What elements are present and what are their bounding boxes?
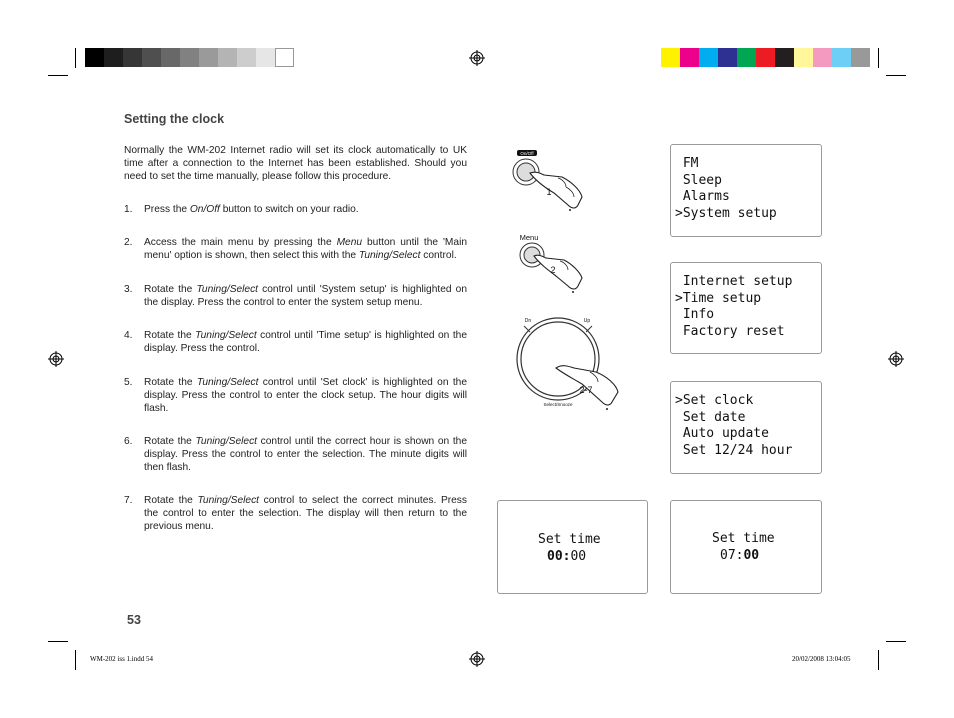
step-6 [124,435,467,474]
lcd-line: Set 12/24 hour [675,443,793,458]
knob-down-label: Dn [524,318,532,324]
step-number: 4. [124,330,133,341]
lcd-time [547,549,586,564]
gray-swatch [142,48,161,67]
gray-swatch [199,48,218,67]
step-text: control until the correct hour is shown on the display. Press the control to enter the selection. The minute digits will then flash. [144,436,467,473]
step-text: control until 'Time setup' is highlighted on the display. Press the control. [144,330,467,354]
control-name: Tuning/Select [196,284,259,295]
step-number: 5. [124,377,133,388]
gray-swatch [123,48,142,67]
color-swatch [832,48,851,67]
registration-mark-icon [469,651,485,667]
lcd-display-system-setup [670,262,822,354]
footer-file-info: WM-202 iss 1.indd 54 [90,655,153,663]
crop-mark [48,75,68,76]
knob-select-label: Select/Snooze [543,402,573,407]
crop-mark [886,641,906,642]
step-text: Rotate the [144,436,196,447]
step-number: 1. [124,204,133,215]
step-3 [124,283,467,309]
lcd-line: Info [675,307,715,322]
lcd-line: Set time [538,532,601,547]
color-swatch [851,48,870,67]
lcd-separator: : [562,549,571,564]
finger-icon [534,255,582,289]
crop-mark [886,75,906,76]
gray-swatch [180,48,199,67]
callout-number: 2-7 [579,385,593,395]
lcd-line: Internet setup [675,274,793,289]
step-text: Rotate the [144,330,196,341]
control-name: Tuning/Select [197,495,259,506]
registration-mark-icon [469,50,485,66]
step-text: control until 'System setup' is highlighted on the display. Press the control to enter the system setup menu. [144,284,468,308]
lcd-display-set-minutes [670,500,822,594]
step-text: Rotate the [144,284,197,295]
step-2 [124,236,467,262]
lcd-hours-flashing: 00 [547,549,563,564]
color-swatch [661,48,680,67]
lcd-line: FM [675,156,699,171]
step-number: 2. [124,237,133,248]
button-name: Menu [336,237,363,248]
color-swatch [775,48,794,67]
step-text: control to select the correct minutes. Press the control to enter the selection. The display will then return to the previous menu. [144,495,467,532]
lcd-line: Set time [712,531,775,546]
color-swatch [718,48,737,67]
control-name: Tuning/Select [358,250,421,261]
lcd-display-main-menu [670,144,822,237]
lcd-line: Set date [675,410,746,425]
step-text: Access the main menu by pressing the [144,237,337,248]
lcd-time [720,548,759,563]
lcd-display-time-setup [670,381,822,474]
control-name: Tuning/Select [196,377,259,388]
lcd-minutes-flashing: 00 [743,548,760,563]
footer-timestamp: 20/02/2008 13:04:05 [792,655,851,663]
lcd-minutes: 00 [570,549,587,564]
callout-number: 2 [550,265,556,275]
gray-swatch [256,48,275,67]
lcd-display-set-hour [497,500,648,594]
step-1 [124,203,467,216]
step-7 [124,494,467,533]
step-text: button until the 'Main menu' option is shown, then select this with the [144,237,467,261]
button-name: On/Off [189,204,220,215]
step-number: 3. [124,284,133,295]
step-text: Rotate the [144,495,198,506]
menu-button-illustration [510,230,590,300]
gray-swatch [104,48,123,67]
gray-swatch [85,48,104,67]
step-text: control. [420,250,457,261]
color-swatch [756,48,775,67]
step-5 [124,376,467,415]
lcd-line: Alarms [675,189,730,204]
crop-mark [878,48,879,68]
lcd-line: Factory reset [675,324,785,339]
finger-icon [530,172,582,208]
color-swatch [737,48,756,67]
gray-swatch [275,48,294,67]
callout-number: 1 [546,187,552,197]
gray-swatch [218,48,237,67]
lcd-line: Sleep [675,173,722,188]
lcd-line: Auto update [675,426,769,441]
onoff-button-illustration [510,145,590,220]
page-heading: Setting the clock [124,112,225,126]
crop-mark [75,48,76,68]
knob-up-label: Up [583,318,591,324]
intro-paragraph: Normally the WM-202 Internet radio will set its clock automatically to UK time after a connection to the Internet has been established. Should you need to set the time manually, please follow this procedure. [124,145,467,182]
lcd-line-selected: >Time setup [675,291,762,306]
step-number: 7. [124,495,133,506]
lcd-line-selected: >System setup [675,206,777,221]
control-name: Tuning/Select [195,436,257,447]
gray-swatch [161,48,180,67]
control-name: Tuning/Select [195,330,257,341]
tuning-select-knob-illustration [510,312,630,417]
page-number: 53 [127,613,141,627]
lcd-hours: 07 [720,548,736,563]
registration-mark-icon [888,351,904,367]
step-text: Press the [144,204,190,215]
step-text: Rotate the [144,377,197,388]
crop-mark [878,650,879,670]
step-text: button to switch on your radio. [219,204,359,215]
step-4 [124,329,467,355]
color-swatch [680,48,699,67]
step-number: 6. [124,436,133,447]
color-swatch [813,48,832,67]
onoff-label: On/Off [520,151,534,156]
menu-label: Menu [519,233,539,242]
color-swatch [699,48,718,67]
crop-mark [48,641,68,642]
gray-swatch [237,48,256,67]
color-swatch [794,48,813,67]
registration-mark-icon [48,351,64,367]
lcd-separator: : [735,548,744,563]
lcd-line-selected: >Set clock [675,393,754,408]
step-text: control until 'Set clock' is highlighted on the display. Press the control to enter the clock setup. The hour digits will flash. [144,377,467,414]
crop-mark [75,650,76,670]
